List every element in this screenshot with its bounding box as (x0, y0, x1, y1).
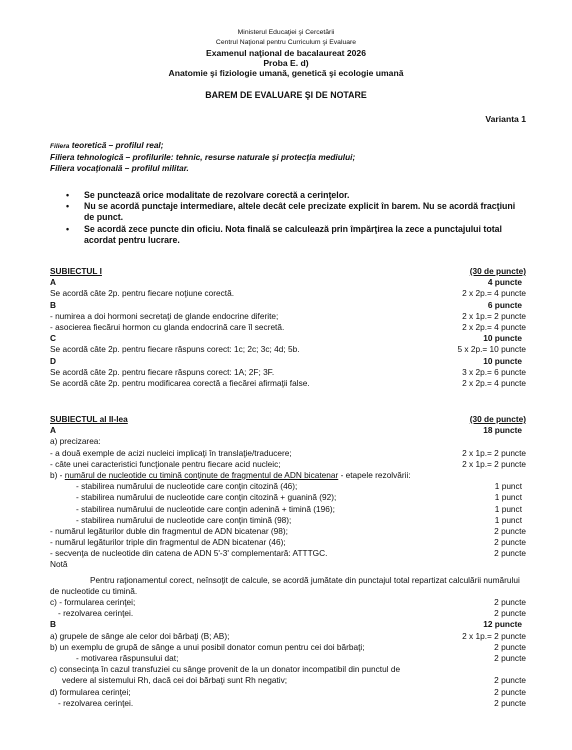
scoring-line (50, 448, 526, 459)
scoring-points: 1 punct (494, 492, 522, 503)
bullet-icon: • (66, 201, 70, 212)
item-label: B (50, 299, 56, 310)
subiect-1-section (50, 266, 526, 389)
scoring-text: - rezolvarea cerinţei. (58, 608, 134, 619)
scoring-text: c) consecinţa în cazul transfuziei cu sânge provenit de la un donator incompatibil din punctul de (50, 664, 401, 675)
subiect-2-title: SUBIECTUL al II-lea (50, 414, 128, 424)
scoring-text (50, 470, 526, 481)
document-header (0, 0, 572, 100)
scoring-points: 2 puncte (494, 652, 526, 663)
scoring-text: - numărul legăturilor duble din fragmentul de ADN bicatenar (98); (50, 525, 288, 536)
bullet-icon: • (66, 223, 70, 234)
item-b-prefix: b) - (50, 469, 63, 480)
variant-label: Varianta 1 (485, 114, 526, 124)
scoring-line (50, 459, 526, 470)
scoring-text: Se acordă câte 2p. pentru fiecare răspuns corect: 1A; 2F; 3F. (50, 366, 275, 377)
scoring-points: 2 puncte (494, 675, 526, 686)
scoring-points: 2 x 2p.= 4 puncte (462, 321, 526, 332)
item-label: D (50, 355, 56, 366)
scoring-text: Se acordă câte 2p. pentru modificarea corectă a fiecărei afirmaţii false. (50, 377, 310, 388)
item-b-heading (50, 619, 526, 630)
rule-item (66, 201, 526, 223)
rule-text: Nu se acordă punctaje intermediare, altele decât cele precizate explicit în barem. Nu se acordă fracţiuni de punct. (84, 201, 516, 223)
scoring-line (50, 492, 526, 503)
scoring-text: - stabilirea numărului de nucleotide care conţin timină (98); (76, 514, 292, 525)
item-label: A (50, 277, 56, 288)
scoring-line (50, 642, 526, 653)
item-label: A (50, 425, 56, 436)
subject-title: Anatomie şi fiziologie umană, genetică şi ecologie umană (168, 68, 404, 78)
scoring-line (50, 548, 526, 559)
item-points: 12 puncte (483, 619, 522, 630)
scoring-text: - numirea a doi hormoni secretaţi de glande endocrine diferite; (50, 310, 279, 321)
scoring-text: - stabilirea numărului de nucleotide care conţin citozină + guanină (92); (76, 492, 337, 503)
scoring-line (50, 288, 526, 299)
scoring-text: - motivarea răspunsului dat; (76, 652, 179, 663)
note-label: Notă (50, 559, 68, 570)
scoring-points: 2 puncte (494, 597, 526, 608)
item-b-suffix: - etapele rezolvării: (338, 469, 411, 480)
item-points: 4 puncte (487, 277, 522, 288)
scoring-text: - asocierea fiecărui hormon cu glanda endocrină care îl secretă. (50, 321, 285, 332)
scoring-line (50, 608, 526, 619)
scoring-line (50, 537, 526, 548)
scoring-line (50, 378, 526, 389)
rules-list (66, 190, 526, 246)
scoring-text: Se acordă câte 2p. pentru fiecare noţiune corectă. (50, 288, 235, 299)
scoring-points: 5 x 2p.= 10 puncte (457, 344, 526, 355)
rule-text: Se acordă zece puncte din oficiu. Nota finală se calculează prin împărţirea la zece a punctajului total acordat pentru lucrare. (84, 223, 502, 245)
scoring-text: a) precizarea: (50, 436, 101, 447)
scoring-line (50, 344, 526, 355)
rule-item (66, 224, 526, 246)
scoring-points: 2 x 2p.= 4 puncte (462, 288, 526, 299)
item-a-heading (50, 277, 526, 288)
track-1-text: teoretică – profilul real; (71, 140, 164, 150)
scoring-points: 2 puncte (494, 525, 526, 536)
subiect-1-title: SUBIECTUL I (50, 266, 102, 276)
scoring-line (50, 526, 526, 537)
item-label: C (50, 333, 56, 344)
scoring-points: 1 punct (494, 503, 522, 514)
scoring-points: 2 puncte (494, 537, 526, 548)
scoring-text: a) grupele de sânge ale celor doi bărbaţi (B; AB); (50, 630, 230, 641)
item-points: 10 puncte (483, 333, 522, 344)
scoring-line (50, 675, 526, 686)
scoring-line (50, 436, 526, 447)
subiect-2-section (50, 414, 526, 709)
item-a-heading (50, 425, 526, 436)
scoring-text: - a două exemple de acizi nucleici implicaţi în translaţie/traducere; (50, 447, 292, 458)
scoring-points: 2 x 1p.= 2 puncte (462, 310, 526, 321)
track-2: Filiera tehnologică – profilurile: tehnic, resurse naturale şi protecţia mediului; (50, 152, 356, 162)
scoring-points: 2 x 1p.= 2 puncte (462, 447, 526, 458)
scoring-points: 2 puncte (494, 697, 526, 708)
scoring-text: Se acordă câte 2p. pentru fiecare răspuns corect: 1c; 2c; 3c; 4d; 5b. (50, 344, 300, 355)
scoring-line (50, 698, 526, 709)
scoring-text: - rezolvarea cerinţei. (58, 697, 134, 708)
scoring-text: - numărul legăturilor triple din fragmentul de ADN bicatenar (46); (50, 537, 286, 548)
bullet-icon: • (66, 190, 70, 200)
scoring-points: 2 x 1p.= 2 puncte (462, 630, 526, 641)
scoring-line (50, 687, 526, 698)
scoring-line (50, 481, 526, 492)
scoring-line (50, 664, 526, 675)
scoring-text: - stabilirea numărului de nucleotide care conţin citozină (46); (76, 481, 298, 492)
scoring-points: 2 x 1p.= 2 puncte (462, 458, 526, 469)
tracks-list (50, 140, 355, 174)
scoring-line (50, 311, 526, 322)
scoring-points: 2 puncte (494, 608, 526, 619)
scoring-points: 1 punct (494, 514, 522, 525)
scoring-text: - câte unei caracteristici funcţionale pentru fiecare acid nucleic; (50, 458, 281, 469)
subiect-1-points: (30 de puncte) (469, 266, 526, 276)
scoring-line (50, 504, 526, 515)
scoring-points: 2 x 2p.= 4 puncte (462, 377, 526, 388)
scoring-points: 2 puncte (494, 548, 526, 559)
note-text (50, 575, 526, 597)
item-points: 6 puncte (487, 299, 522, 310)
scoring-points: 2 puncte (494, 686, 526, 697)
item-label: B (50, 619, 56, 630)
scoring-line (50, 322, 526, 333)
scoring-text: c) - formularea cerinţei; (50, 597, 136, 608)
ministry-name: Ministerul Educaţiei şi Cercetării (237, 29, 335, 36)
scoring-points: 1 punct (494, 481, 522, 492)
scoring-text: d) formularea cerinţei; (50, 686, 131, 697)
rule-text: Se punctează orice modalitate de rezolvare corectă a cerinţelor. (84, 190, 350, 200)
scoring-text: vedere al sistemului Rh, dacă cei doi bărbaţi sunt Rh negativ; (62, 675, 288, 686)
scoring-text: - stabilirea numărului de nucleotide care conţin adenină + timină (196); (76, 503, 335, 514)
scoring-text: b) un exemplu de grupă de sânge a unui posibil donator comun pentru cei doi bărbaţi; (50, 641, 365, 652)
item-b-underlined: numărul de nucleotide cu timină conţinute de fragmentul de ADN bicatenar (64, 469, 339, 480)
rule-item (66, 190, 526, 201)
scoring-line (50, 597, 526, 608)
scoring-points: 2 puncte (494, 641, 526, 652)
exam-title: Examenul naţional de bacalaureat 2026 (205, 48, 366, 58)
subiect-2-heading (50, 414, 526, 425)
scoring-line (50, 515, 526, 526)
item-d-heading (50, 356, 526, 367)
item-points: 10 puncte (483, 355, 522, 366)
subiect-2-points: (30 de puncte) (469, 414, 526, 424)
item-b-heading (50, 300, 526, 311)
item-points: 18 puncte (483, 425, 522, 436)
note-heading (50, 559, 526, 570)
track-1-prefix: Filiera (50, 143, 70, 150)
note-paragraph: Pentru raţionamentul corect, neînsoţit de calcule, se acordă jumătate din punctajul total repartizat calculării numărului de nucleotide cu timină. (50, 574, 520, 596)
item-c-heading (50, 333, 526, 344)
scoring-points: 3 x 2p.= 6 puncte (462, 366, 526, 377)
scoring-line (50, 631, 526, 642)
scoring-line (50, 653, 526, 664)
scoring-line (50, 367, 526, 378)
track-1 (50, 140, 355, 152)
proba-title: Proba E. d) (263, 58, 309, 68)
barem-title: BAREM DE EVALUARE ŞI DE NOTARE (205, 90, 367, 100)
center-name: Centrul Naţional pentru Curriculum şi Evaluare (215, 39, 357, 46)
scoring-line (50, 470, 526, 481)
track-3: Filiera vocaţională – profilul militar. (50, 163, 189, 173)
subiect-1-heading (50, 266, 526, 277)
scoring-text: - secvenţa de nucleotide din catena de ADN 5'-3' complementară: ATTTGC. (50, 548, 328, 559)
